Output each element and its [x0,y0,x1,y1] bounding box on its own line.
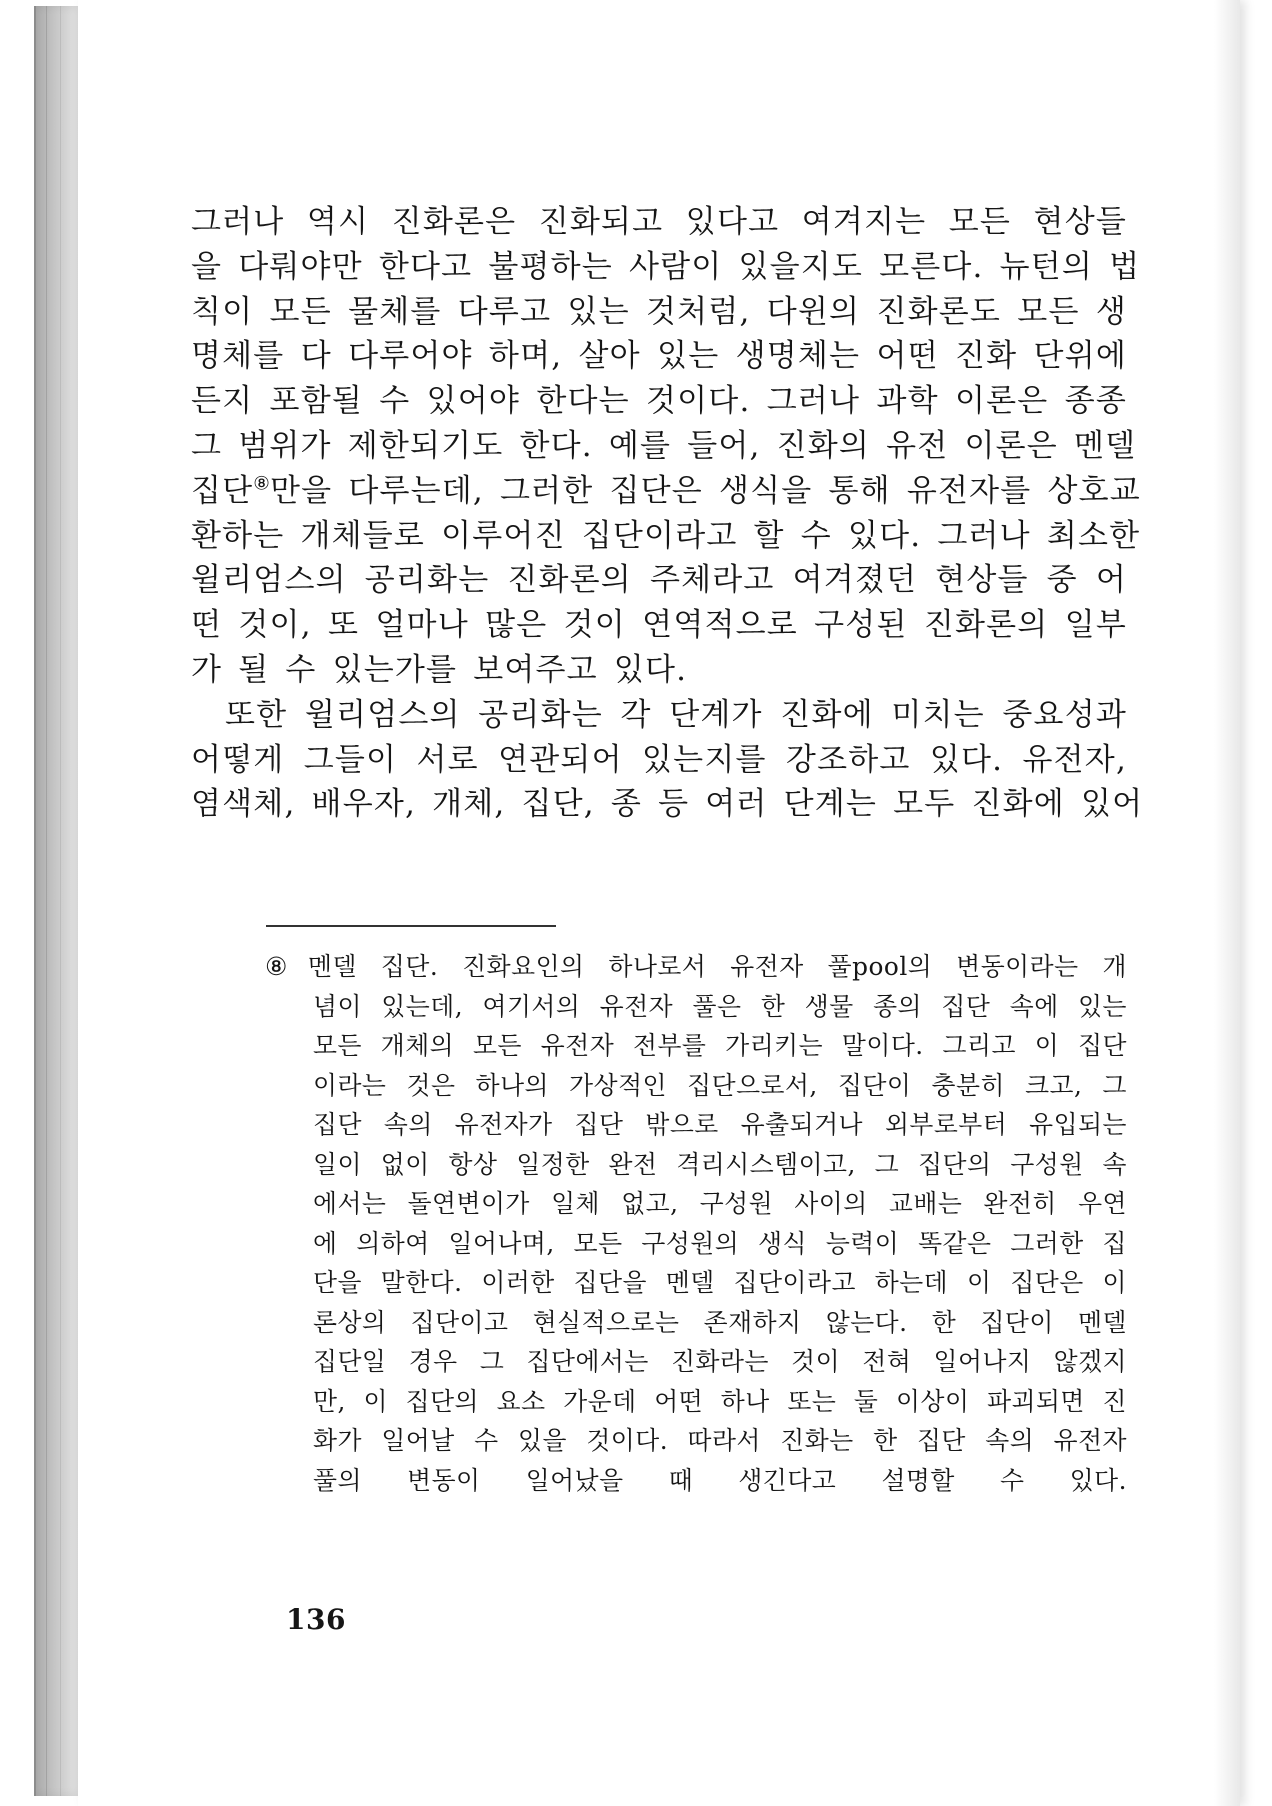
body-line: 그 범위가 제한되기도 한다. 예를 들어, 진화의 유전 이론은 멘델 [191,427,1137,464]
footnote-line: 만, 이 집단의 요소 가운데 어떤 하나 또는 둘 이상이 파괴되면 진 [313,1386,1127,1416]
body-line-prefix: 집단 [191,472,254,509]
body-text [191,200,1144,827]
body-line: 염색체, 배우자, 개체, 집단, 종 등 여러 단계는 모두 진화에 있어 [191,786,1144,823]
body-line: 환하는 개체들로 이루어진 집단이라고 할 수 있다. 그러나 최소한 [191,517,1141,554]
body-line: 칙이 모든 물체를 다루고 있는 것처럼, 다윈의 진화론도 모든 생 [191,293,1127,330]
footnote-line: 단을 말한다. 이러한 집단을 멘델 집단이라고 하는데 이 집단은 이 [313,1268,1127,1297]
footnote-line: 에 의하여 일어나며, 모든 구성원의 생식 능력이 똑같은 그러한 집 [313,1228,1127,1258]
body-line: 윌리엄스의 공리화는 진화론의 주체라고 여겨졌던 현상들 중 어 [191,562,1127,599]
body-line: 든지 포함될 수 있어야 한다는 것이다. 그러나 과학 이론은 종종 [191,383,1127,420]
footnote [265,947,1127,1500]
footnote-line: 이라는 것은 하나의 가상적인 집단으로서, 집단이 충분히 크고, 그 [313,1070,1127,1100]
body-line-rest: 만을 다루는데, 그러한 집단은 생식을 통해 유전자를 상호교 [269,472,1141,509]
footnote-line: 집단일 경우 그 집단에서는 진화라는 것이 전혀 일어나지 않겠지 [313,1347,1127,1376]
body-line: 그러나 역시 진화론은 진화되고 있다고 여겨지는 모든 현상들 [191,204,1127,240]
footnote-reference: ⑧ [253,473,270,495]
body-line: 어떻게 그들이 서로 연관되어 있는지를 강조하고 있다. 유전자, [191,741,1127,778]
body-line: 또한 윌리엄스의 공리화는 각 단계가 진화에 미치는 중요성과 [225,696,1127,733]
footnote-line: 화가 일어날 수 있을 것이다. 따라서 진화는 한 집단 속의 유전자 [313,1426,1127,1455]
page-right-shadow [1214,0,1240,1806]
footnote-line: 념이 있는데, 여기서의 유전자 풀은 한 생물 종의 집단 속에 있는 [313,991,1127,1021]
body-line: 떤 것이, 또 얼마나 많은 것이 연역적으로 구성된 진화론의 일부 [191,607,1127,644]
footnote-line: 멘델 집단. 진화요인의 하나로서 유전자 풀pool의 변동이라는 개 [308,952,1127,981]
body-line-with-footnote-ref [191,469,1141,514]
footnote-line: 모든 개체의 모든 유전자 전부를 가리키는 말이다. 그리고 이 집단 [313,1031,1127,1060]
footnote-marker: ⑧ [265,952,288,981]
footnote-line: 풀의 변동이 일어났을 때 생긴다고 설명할 수 있다. [313,1465,1127,1495]
footnote-line: 집단 속의 유전자가 집단 밖으로 유출되거나 외부로부터 유입되는 [313,1110,1127,1139]
footnote-line: 일이 없이 항상 일정한 완전 격리시스템이고, 그 집단의 구성원 속 [313,1149,1127,1179]
footnote-line: 에서는 돌연변이가 일체 없고, 구성원 사이의 교배는 완전히 우연 [313,1189,1127,1218]
page-number: 136 [286,1603,346,1636]
body-line: 을 다뤄야만 한다고 불평하는 사람이 있을지도 모른다. 뉴턴의 법 [191,248,1141,285]
footnote-first-line [265,947,1127,987]
body-line: 가 될 수 있는가를 보여주고 있다. [191,651,688,688]
footnote-divider [266,925,556,927]
footnote-line: 론상의 집단이고 현실적으로는 존재하지 않는다. 한 집단이 멘델 [313,1307,1127,1337]
body-line: 명체를 다 다루어야 하며, 살아 있는 생명체는 어떤 진화 단위에 [191,338,1127,375]
